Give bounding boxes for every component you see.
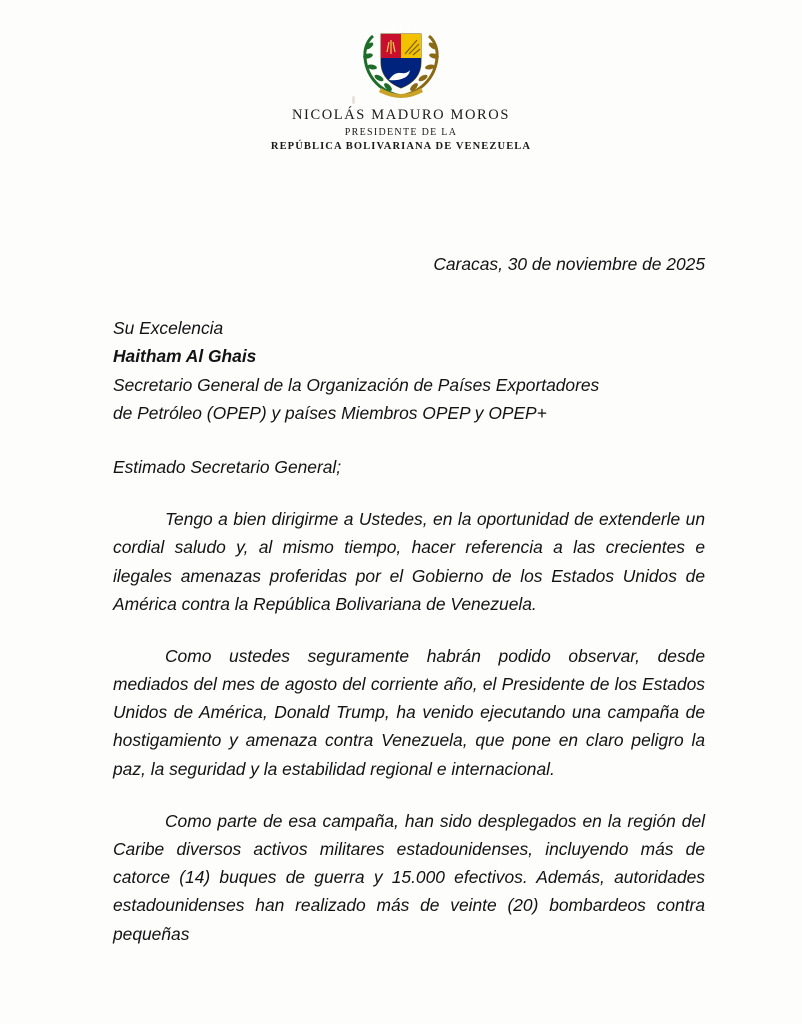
letterhead-name: NICOLÁS MADURO MOROS: [291, 107, 511, 123]
greeting: Estimado Secretario General;: [113, 456, 342, 477]
paragraph: Tengo a bien dirigirme a Ustedes, en la oportunidad de extenderle un cordial saludo y, al mismo tiempo, hacer referencia a las crecientes e ilegales amenazas proferidas por el Gobierno de los Estados Unidos de América contra la República Bolivariana de Venezuela.: [113, 509, 705, 614]
addressee-block: [113, 314, 705, 427]
addressee-name: Haitham Al Ghais: [113, 346, 257, 367]
letter-body: [113, 250, 705, 948]
letterhead-role: PRESIDENTE DE LA: [344, 127, 458, 139]
letterhead-country: REPÚBLICA BOLIVARIANA DE VENEZUELA: [270, 141, 532, 153]
scan-artifact: [352, 96, 355, 104]
coat-of-arms-venezuela-icon: [341, 22, 461, 100]
addressee-honorific: Su Excelencia: [113, 318, 224, 339]
paragraph: Como parte de esa campaña, han sido desplegados en la región del Caribe diversos activos militares estadounidenses, incluyendo más de catorce (14) buques de guerra y 15.000 efectivos. Además, autoridades estadounidenses han realizado más de veinte (20) bombardeos contra pequeñas: [113, 810, 705, 944]
date-line: Caracas, 30 de noviembre de 2025: [433, 254, 705, 274]
addressee-title-line-1: Secretario General de la Organización de Países Exportadores: [113, 374, 600, 395]
addressee-title-line-2: de Petróleo (OPEP) y países Miembros OPEP y OPEP+: [113, 402, 547, 423]
letterhead: [0, 22, 802, 154]
paragraph: Como ustedes seguramente habrán podido observar, desde mediados del mes de agosto del corriente año, el Presidente de los Estados Unidos de América, Donald Trump, ha venido ejecutando una campaña de hostigamiento y amenaza contra Venezuela, que pone en claro peligro la paz, la seguridad y la estabilidad regional e internacional.: [113, 645, 705, 779]
